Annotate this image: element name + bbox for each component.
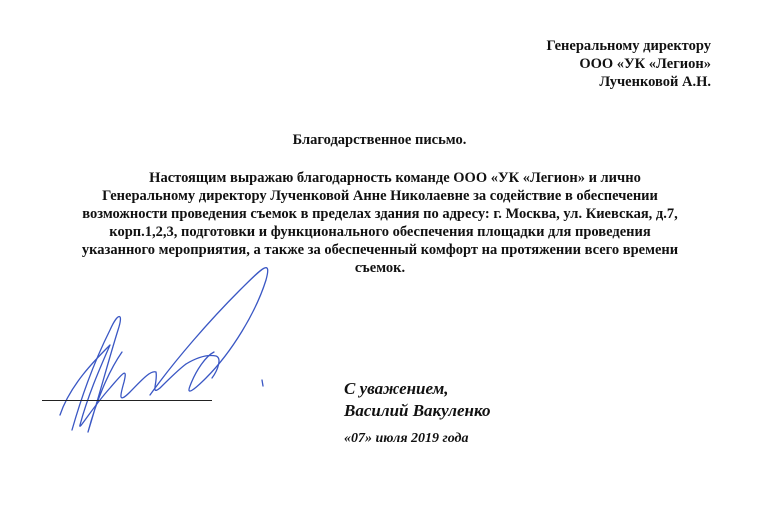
letter-title: Благодарственное письмо. xyxy=(292,132,467,148)
signature-line xyxy=(42,400,212,401)
body-line: Настоящим выражаю благодарность команде ООО «УК «Легион» и лично xyxy=(149,170,641,186)
body-line: корп.1,2,3, подготовки и функционального обеспечения площадки для проведения xyxy=(109,224,651,240)
closing-block xyxy=(344,378,490,422)
signer-name: Василий Вакуленко xyxy=(344,401,491,420)
body-line: возможности проведения съемок в пределах здания по адресу: г. Москва, ул. Киевская, д.7, xyxy=(82,206,678,222)
closing-regards: С уважением, xyxy=(344,379,449,398)
body-line: съемок. xyxy=(354,260,406,276)
body-line: Генеральному директору Лученковой Анне Николаевне за содействие в обеспечении xyxy=(102,188,658,204)
recipient-company: ООО «УК «Легион» xyxy=(579,56,711,72)
recipient-position: Генеральному директору xyxy=(546,38,711,54)
letter-date: «07» июля 2019 года xyxy=(344,431,469,446)
recipient-name: Лученковой А.Н. xyxy=(599,74,711,90)
body-line: указанного мероприятия, а также за обеспеченный комфорт на протяжении всего времени xyxy=(81,242,679,258)
